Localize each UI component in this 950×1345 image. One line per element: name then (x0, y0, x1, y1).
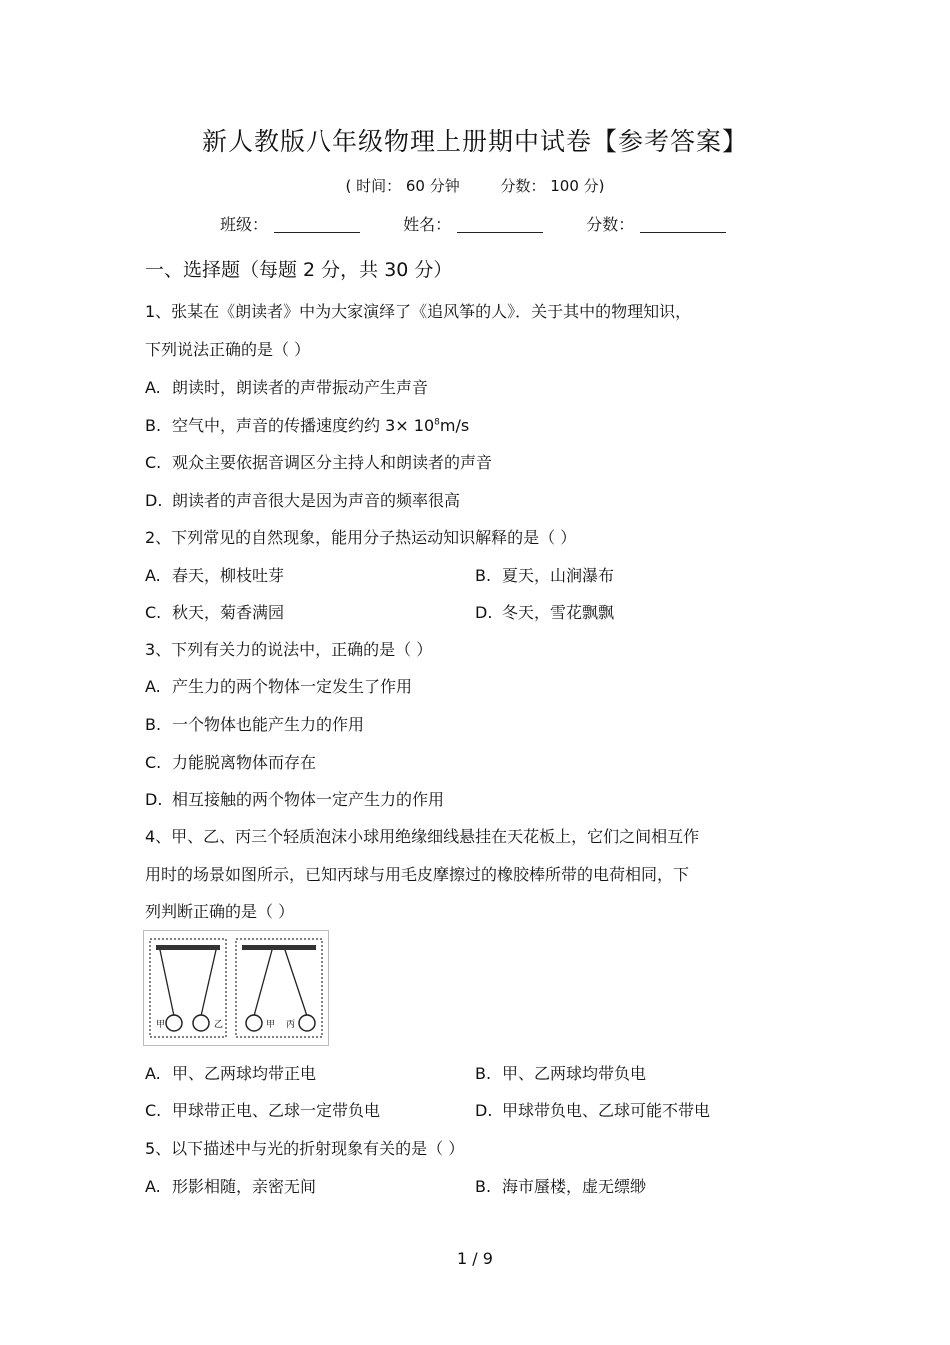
pendulum-diagram (144, 931, 328, 1045)
section-heading: 一、选择题（每题 2 分，共 30 分） (145, 259, 453, 281)
exam-time: ( 时间： 60 分钟 (345, 177, 460, 195)
label-jia-1: 甲 (156, 1020, 166, 1030)
q1-option-b: B. 空气中，声音的传播速度约约 $3\times 10^8m/s$ (145, 416, 470, 435)
q2-option-b: B. 夏天，山涧瀑布 (475, 566, 615, 585)
exam-meta (0, 175, 950, 196)
name-field: 姓名： (403, 212, 543, 235)
pendulum-balls-figure (143, 930, 329, 1046)
q1-option-a: A. 朗读时，朗读者的声带振动产生声音 (145, 378, 429, 397)
q1-option-d: D. 朗读者的声音很大是因为声音的频率很高 (145, 491, 461, 510)
page-number: 1 / 9 (457, 1249, 493, 1268)
q3-option-c: C. 力能脱离物体而存在 (145, 753, 317, 772)
exam-total-score: 分数： 100 分) (500, 177, 605, 195)
page-title: 新人教版八年级物理上册期中试卷【参考答案】 (201, 127, 748, 156)
q1-option-c: C. 观众主要依据音调区分主持人和朗读者的声音 (145, 453, 493, 472)
q1-stem-line2: 下列说法正确的是（ ） (145, 340, 311, 359)
label-yi: 乙 (214, 1020, 224, 1030)
label-jia-2: 甲 (266, 1020, 276, 1030)
score-field: 分数： (586, 212, 726, 235)
q1-stem-line1: 1、张某在《朗读者》中为大家演绎了《追风筝的人》．关于其中的物理知识， (145, 302, 692, 321)
q4-stem-line3: 列判断正确的是（ ） (145, 902, 295, 921)
q3-option-a: A. 产生力的两个物体一定发生了作用 (145, 677, 413, 696)
label-bing: 丙 (286, 1020, 296, 1030)
q2-option-c: C. 秋天，菊香满园 (145, 603, 285, 622)
q4-option-a: A. 甲、乙两球均带正电 (145, 1064, 317, 1083)
q2-option-a: A. 春天，柳枝吐芽 (145, 566, 285, 585)
q3-option-d: D. 相互接触的两个物体一定产生力的作用 (145, 790, 445, 809)
q5-option-a: A. 形影相随，亲密无间 (145, 1177, 317, 1196)
q5-stem: 5、以下描述中与光的折射现象有关的是（ ） (145, 1139, 465, 1158)
q3-stem: 3、下列有关力的说法中，正确的是（ ） (145, 640, 433, 659)
student-info (220, 212, 764, 235)
q4-stem-line1: 4、甲、乙、丙三个轻质泡沫小球用绝缘细线悬挂在天花板上，它们之间相互作 (145, 827, 700, 846)
q2-stem: 2、下列常见的自然现象，能用分子热运动知识解释的是（ ） (145, 528, 577, 547)
q4-option-d: D. 甲球带负电、乙球可能不带电 (475, 1101, 711, 1120)
q4-stem-line2: 用时的场景如图所示，已知丙球与用毛皮摩擦过的橡胶棒所带的电荷相同，下 (145, 865, 690, 884)
q4-option-c: C. 甲球带正电、乙球一定带负电 (145, 1101, 381, 1120)
q2-option-d: D. 冬天，雪花飘飘 (475, 603, 615, 622)
class-field: 班级： (220, 212, 360, 235)
q4-option-b: B. 甲、乙两球均带负电 (475, 1064, 647, 1083)
q5-option-b: B. 海市蜃楼，虚无缥缈 (475, 1177, 647, 1196)
q3-option-b: B. 一个物体也能产生力的作用 (145, 715, 365, 734)
